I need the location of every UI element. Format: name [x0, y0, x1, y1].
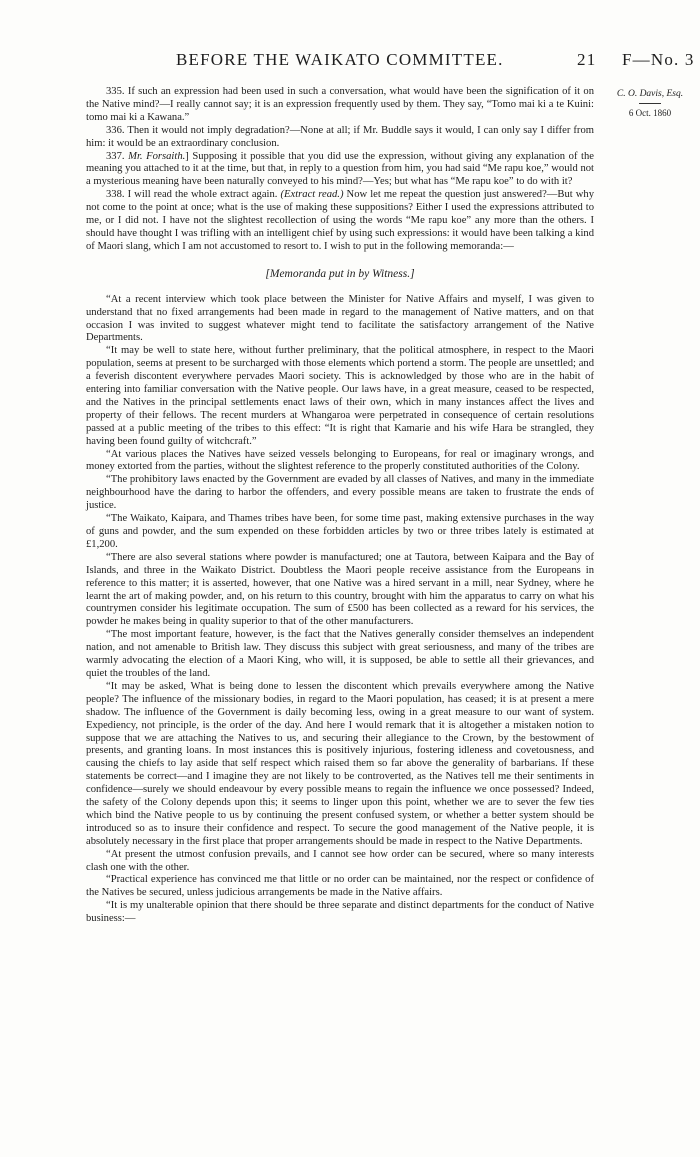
running-title: BEFORE THE WAIKATO COMMITTEE.: [176, 50, 504, 69]
document-code: F—No. 3: [622, 50, 695, 69]
margin-note: [605, 88, 695, 120]
page-number: 21: [577, 50, 597, 69]
memo-paragraph: “It may be well to state here, without further preliminary, that the political atmosphere, in respect to the Maori population, seems at present to be surcharged with those elements which portend a storm. The people are unsettled; and a feverish discontent everywhere pervades Maori society. This is acknowledged by those who are in the habit of entering into familiar conversation with the Native people. Our laws have, in a great measure, ceased to be respected, and the Natives in the principal settlements enact laws of their own, which in many instances affect the lives and property of their fellows. The recent murders at Whangaroa were perpetrated in consequence of certain resolutions passed at a public meeting of the tribes to this effect: “It is right that Kamarie and his wife Hara be strangled, they having been found guilty of witchcraft.”: [86, 345, 594, 447]
memo-heading: [Memoranda put in by Witness.]: [265, 267, 415, 280]
memo-paragraph: “At present the utmost confusion prevails, and I cannot see how order can be secured, where so many interests clash one with the other.: [86, 848, 594, 873]
question-336: 336. Then it would not imply degradation?—None at all; if Mr. Buddle says it would, I can only say I differ from him: it would be an extraordinary conclusion.: [86, 124, 594, 149]
question-337: 337. Mr. Forsaith.] Supposing it possible that you did use the expression, without giving any explanation of the meaning you attached to it at the time, but that, in reply to a question from him, you had said “Me rapu koe,” would not a mysterious meaning have been naturally conveyed to his mind?—Yes; but what has “Me rapu koe” to do with it?: [86, 150, 595, 188]
question-335: 335. If such an expression had been used in such a conversation, what would have been the signification of it on the Native mind?—I really cannot say; it is an expression frequently used by them. They say, “Tomo mai ki a te Kuini: tomo mai ki a Kawana.”: [86, 86, 594, 123]
memo-paragraph: “It may be asked, What is being done to lessen the discontent which prevails everywhere among the Native people? The influence of the missionary bodies, in regard to the Maori population, has ceased; it is at present a mere shadow. The influence of the Government is daily becoming less, owing in a great measure to our want of system. Expediency, not principle, is the order of the day. And here I would remark that it is altogether a mistaken notion to suppose that we are attaching the Natives to us, and securing their allegiance to the Crown, by the bestowment of presents, and granting loans. In most instances this is positively injurious, fostering idleness and covetousness, and causing the chiefs to lay aside that self respect which raised them so far above the generality of barbarians. If these statements be correct—and I imagine they are not likely to be controverted, as the Natives tell me their sentiments in confidence—surely we should endeavour by every possible means to regain the influence we once possessed? Indeed, the safety of the Colony depends upon this; it seems to linger upon this point, whether we are to sever the few ties which bind the Native people to us by continuing the present confused system, or whether a better system should be introduced so as to insure their confidence and respect. To secure the good management of the Native people, it is absolutely necessary in the first place that proper arrangements should be made in respect to the Native Departments.: [86, 680, 594, 847]
margin-witness: C. O. Davis, Esq.: [616, 89, 684, 99]
memo-paragraph: “Practical experience has convinced me that little or no order can be maintained, nor the respect or confidence of the Natives be secured, unless judicious arrangements be made in the Native affairs.: [86, 874, 594, 899]
memo-paragraph: “At a recent interview which took place between the Minister for Native Affairs and myself, I was given to understand that no fixed arrangements had been made in regard to the management of Native matters, and on that occasion I was invited to suggest whatever might tend to facilitate the satisfactory arrangement of the Native Departments.: [86, 293, 594, 344]
question-338: 338. I will read the whole extract again. (Extract read.) Now let me repeat the question just answered?—But why not come to the point at once; what is the use of making these suppositions? Either I used the expressions attributed to me, or I did not. I have not the slightest recollection of using the words “Me rapu koe” any more than the others. I should have thought I was trifling with an intelligent chief by using such expressions: it would have been talking a kind of Maori slang, which I am not accustomed to resort to. I wish to put in the following memoranda:—: [86, 189, 595, 252]
document-body: [86, 86, 594, 926]
memo-paragraph: “The prohibitory laws enacted by the Government are evaded by all classes of Natives, and many in the immediate neighbourhood have the daring to harbor the offenders, and every possible means are taken to frustrate the ends of justice.: [86, 474, 594, 512]
memo-paragraph: “There are also several stations where powder is manufactured; one at Tautora, between Kaipara and the Bay of Islands, and three in the Waikato District. Doubtless the Maori people receive assistance from the Europeans in reference to this matter; it is asserted, however, that one Native was a hired servant in a mill, near Sydney, where he learnt the art of making powder, and, on his return to this country, brought with him the apparatus to carry on what his countrymen consider his legitimate occupation. The sum of £500 has been collected as a reward for his services, the powder he makes being in quality superior to that of the other manufacturers.: [86, 551, 594, 628]
memo-paragraph: “The Waikato, Kaipara, and Thames tribes have been, for some time past, making extensive purchases in the way of guns and powder, and the sum expended on these forbidden articles by two or three tribes lately is estimated at £1,200.: [86, 513, 594, 550]
memo-paragraph: “At various places the Natives have seized vessels belonging to Europeans, for real or imaginary wrongs, and money extorted from the parties, without the slightest reference to the properly constituted authorities of the Colony.: [86, 448, 594, 473]
margin-rule: [639, 103, 661, 104]
memo-paragraph: “The most important feature, however, is the fact that the Natives generally consider themselves an independent nation, and not amenable to British law. They discuss this subject with great seriousness, and many of the tribes are warmly advocating the election of a Maori King, who will, it is supposed, be able to settle all their grievances, and quiet the troubles of the land.: [86, 629, 594, 679]
memo-paragraph: “It is my unalterable opinion that there should be three separate and distinct departments for the conduct of Native business:—: [86, 900, 594, 925]
margin-date: 6 Oct. 1860: [628, 108, 672, 118]
